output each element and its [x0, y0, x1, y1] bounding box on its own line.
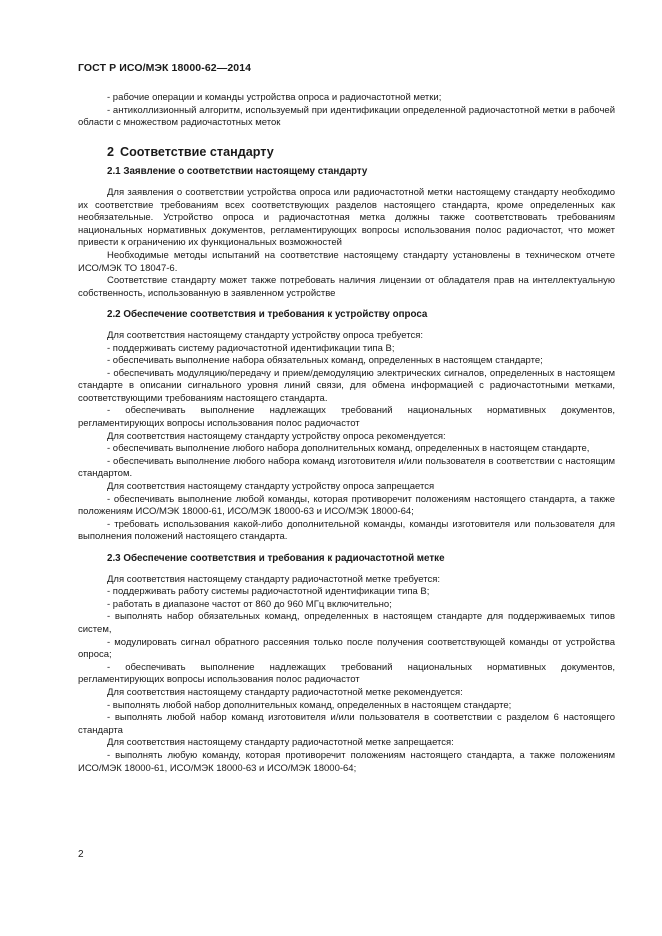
- list-item: - обеспечивать выполнение любого набора команд изготовителя и/или пользователя в соответствии с настоящим стандартом.: [78, 455, 615, 480]
- list-item: - работать в диапазоне частот от 860 до 960 МГц включительно;: [107, 598, 392, 610]
- page-content: [78, 92, 615, 775]
- subsection-heading-2-2: 2.2 Обеспечение соответствия и требования к устройству опроса: [107, 309, 428, 321]
- paragraph: Для соответствия настоящему стандарту радиочастотной метке требуется:: [107, 573, 441, 585]
- list-item: - выполнять набор обязательных команд, определенных в настоящем стандарте для поддерживаемых типов систем,: [78, 611, 615, 635]
- paragraph: Для соответствия настоящему стандарту радиочастотной метке рекомендуется:: [107, 686, 463, 698]
- subsection-heading-2-1: 2.1 Заявление о соответствии настоящему стандарту: [107, 166, 368, 178]
- list-item: - требовать использования какой-либо дополнительной команды, команды изготовителя или пользователя для выполнения положений настоящего стандарта.: [78, 518, 615, 543]
- list-item: - поддерживать работу системы радиочастотной идентификации типа В;: [107, 586, 430, 598]
- paragraph: Необходимые методы испытаний на соответствие настоящему стандарту установлены в техническом отчете ИСО/МЭК ТО 18047-6.: [78, 249, 615, 274]
- paragraph: Для заявления о соответствии устройства опроса или радиочастотной метки настоящему стандарту необходимо их соответствие требованиям всех соответствующих разделов настоящего стандарта, кроме определенных как необязательные. Устройство опроса и радиочастотная метка должны также соответствовать требованиям национальных нормативных документов, регламентирующих вопросы использования полос радиочастот, что может привести к ограничению их функциональных возможностей: [78, 186, 615, 249]
- page-number: 2: [78, 849, 84, 860]
- list-item: - выполнять любой набор дополнительных команд, определенных в настоящем стандарте;: [107, 699, 512, 711]
- list-item: - обеспечивать выполнение любого набора дополнительных команд, определенных в настоящем стандарте,: [107, 443, 590, 455]
- list-item: - обеспечивать выполнение надлежащих требований национальных нормативных документов, регламентирующих вопросы использования полос радиочастот: [78, 405, 615, 430]
- paragraph: Для соответствия настоящему стандарту устройству опроса запрещается: [107, 481, 435, 493]
- list-item: - обеспечивать выполнение любой команды, которая противоречит положениям настоящего стандарта, а также положениям ИСО/МЭК 18000-61, ИСО/МЭК 18000-63 и ИСО/МЭК 18000-64;: [78, 493, 615, 518]
- list-item: - выполнять любой набор команд изготовителя и/или пользователя в соответствии с разделом 6 настоящего стандарта: [78, 712, 615, 736]
- section-title: Соответствие стандарту: [120, 144, 274, 159]
- list-item: - поддерживать систему радиочастотной идентификации типа В;: [107, 342, 395, 354]
- list-item: - обеспечивать выполнение набора обязательных команд, определенных в настоящем стандарте;: [107, 355, 543, 367]
- section-heading: [107, 146, 615, 159]
- list-item: - выполнять любую команду, которая противоречит положениям настоящего стандарта, а также положениям ИСО/МЭК 18000-61, ИСО/МЭК 18000-63 и ИСО/МЭК 18000-64;: [78, 749, 615, 774]
- paragraph: Для соответствия настоящему стандарту устройству опроса требуется:: [107, 329, 424, 341]
- standard-header: ГОСТ Р ИСО/МЭК 18000-62—2014: [78, 62, 252, 74]
- paragraph: Для соответствия настоящему стандарту радиочастотной метке запрещается:: [107, 737, 454, 749]
- subsection-heading-2-3: 2.3 Обеспечение соответствия и требования к радиочастотной метке: [107, 553, 445, 564]
- section-number: 2: [107, 144, 115, 159]
- paragraph: Для соответствия настоящему стандарту устройству опроса рекомендуется:: [107, 430, 446, 442]
- paragraph: Соответствие стандарту может также потребовать наличия лицензии от обладателя прав на интеллектуальную собственность, использованную в заявленном устройстве: [78, 275, 615, 299]
- list-item: - обеспечивать выполнение надлежащих требований национальных нормативных документов, регламентирующих вопросы использования полос радиочастот: [78, 661, 615, 686]
- list-item: - модулировать сигнал обратного рассеяния только после получения соответствующей команды от устройства опроса;: [78, 636, 615, 661]
- intro-paragraph: - рабочие операции и команды устройства опроса и радиочастотной метки;: [107, 92, 442, 103]
- list-item: - обеспечивать модуляцию/передачу и прием/демодуляцию электрических сигналов, определенных в настоящем стандарте в описании сигнального уровня линий связи, для обмена информацией с радиочастотными метками, соответствующими требованиям настоящего стандарта.: [78, 367, 615, 404]
- intro-paragraph: - антиколлизионный алгоритм, используемый при идентификации определенной радиочастотной метки в рабочей области с множеством радиочастотных меток: [78, 104, 615, 129]
